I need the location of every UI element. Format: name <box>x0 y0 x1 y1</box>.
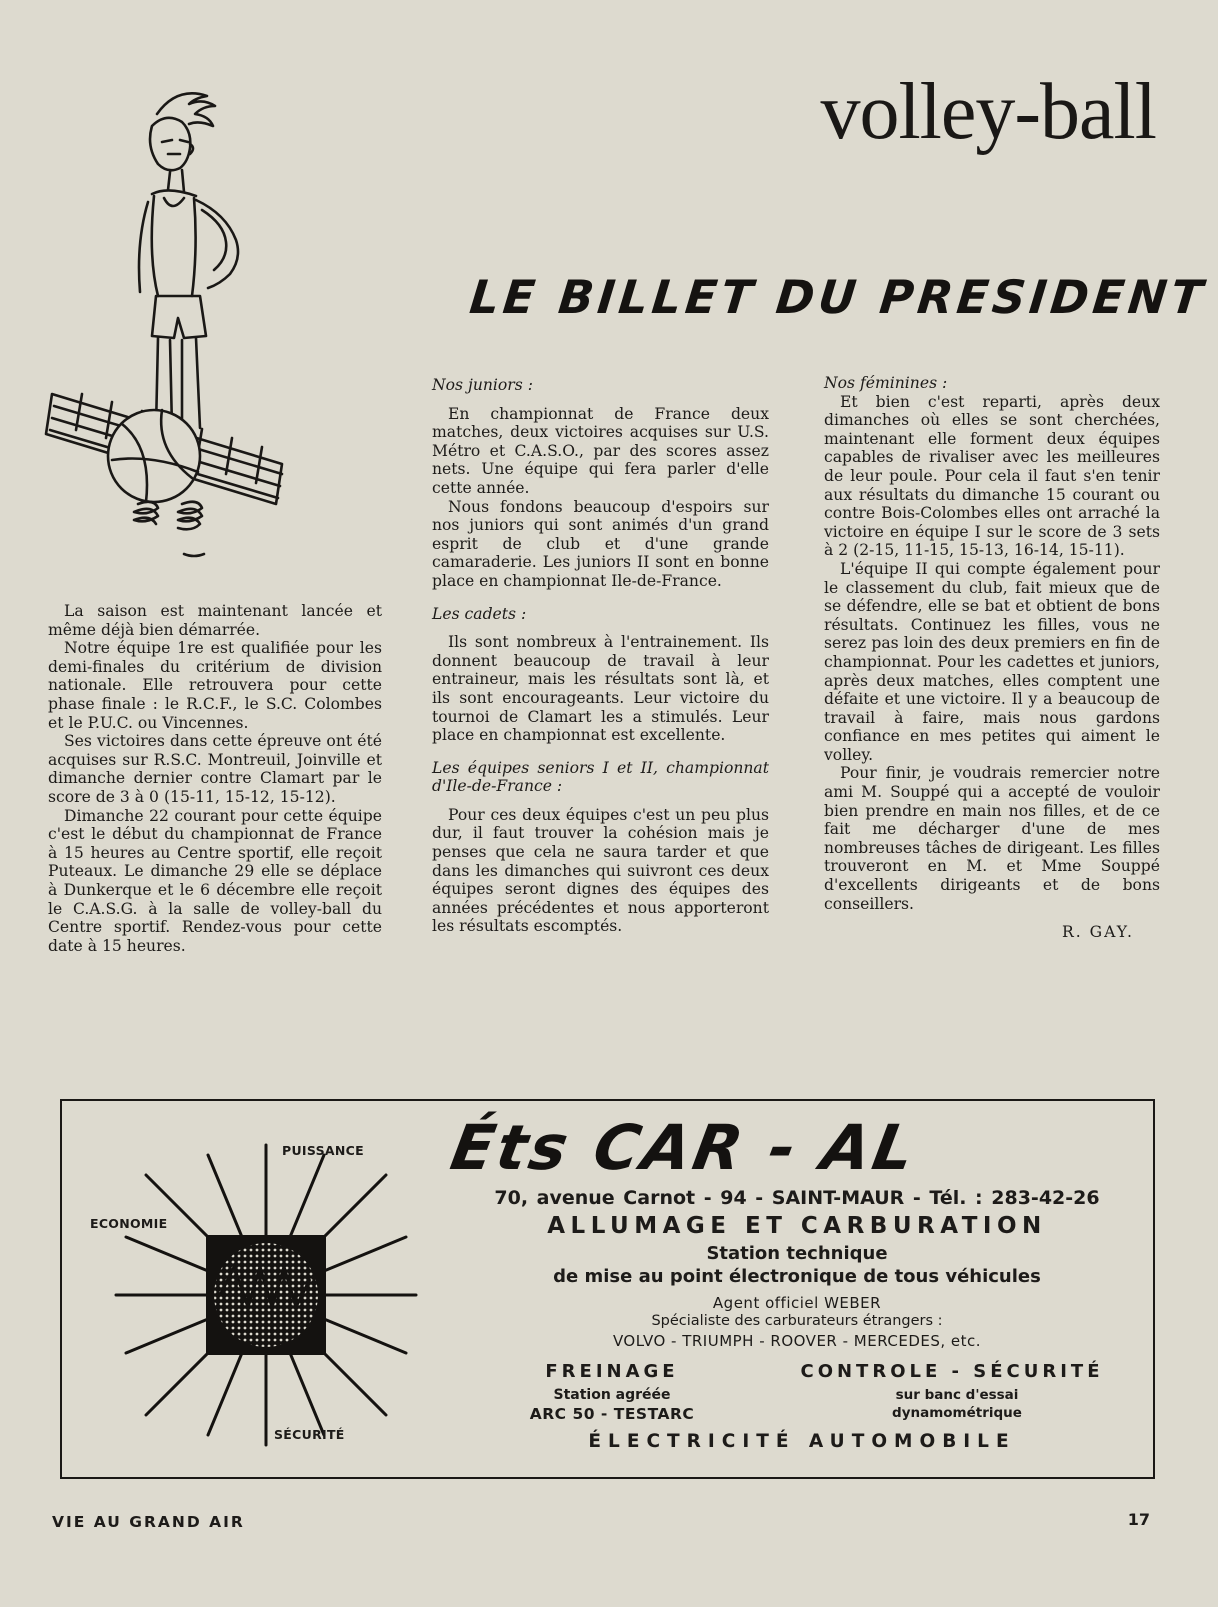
electricite-automobile: ÉLECTRICITÉ AUTOMOBILE <box>588 1431 1016 1452</box>
label-economie: ECONOMIE <box>90 1216 168 1231</box>
article-column-2 <box>432 376 769 936</box>
controle-line2: dynamométrique <box>892 1405 1022 1421</box>
paragraph: Ses victoires dans cette épreuve ont été acquises sur R.S.C. Montreuil, Joinville et dimanche dernier contre Clamart par le score de 3 à 0 (15-11, 15-12, 15-12). <box>48 732 382 806</box>
ad-station-line1: Station technique <box>706 1243 888 1264</box>
page-number: 17 <box>1127 1510 1150 1529</box>
controle-title: CONTROLE - SÉCURITÉ <box>800 1361 1104 1382</box>
juniors-heading: Nos juniors : <box>432 376 533 394</box>
ad-brands: VOLVO - TRIUMPH - ROOVER - MERCEDES, etc. <box>612 1332 982 1350</box>
paragraph: Nous fondons beaucoup d'espoirs sur nos juniors qui sont animés d'un grand esprit de club et d'une grande camaraderie. Les juniors II sont en bonne place en championnat Ile-de-France. <box>432 497 769 590</box>
paragraph: Ils sont nombreux à l'entrainement. Ils donnent beaucoup de travail à leur entraineur, mais les résultats sont là, et ils sont encourageants. Leur victoire du tournoi de Clamart les a stimulés. Leur place en championnat est excellente. <box>432 633 769 745</box>
paragraph: Pour ces deux équipes c'est un peu plus dur, il faut trouver la cohésion mais je penses que cela ne saura tarder et que dans les dimanches qui suivront ces deux équipes seront dignes des équipes des années précédentes et nous apporteront les résultats escomptés. <box>432 805 769 936</box>
paragraph: Notre équipe 1re est qualifiée pour les demi-finales du critérium de division nationale. Elle retrouvera pour cette phase finale : le R.C.F., le S.C. Colombes et le P.U.C. ou Vincennes. <box>48 639 382 732</box>
publication-name: VIE AU GRAND AIR <box>52 1513 245 1531</box>
seniors-heading: Les équipes seniors I et II, championnat d'Ile-de-France : <box>432 758 769 796</box>
article-title: LE BILLET DU PRESIDENT <box>467 270 1210 324</box>
ad-specialist: Spécialiste des carburateurs étrangers : <box>651 1313 943 1329</box>
cadets-heading: Les cadets : <box>432 604 527 623</box>
label-puissance: PUISSANCE <box>282 1143 364 1158</box>
paragraph: Pour finir, je voudrais remercier notre ami M. Souppé qui a accepté de vouloir bien prendre en main nos filles, et de ce fait me décharger d'une de mes nombreuses tâches de dirigeant. Les filles trouveront en M. et Mme Souppé d'excellents dirigeants et de bons conseillers. <box>824 764 1160 913</box>
article-column-3 <box>824 374 1160 942</box>
paragraph: La saison est maintenant lancée et même déjà bien démarrée. <box>48 602 382 639</box>
paragraph: En championnat de France deux matches, deux victoires acquises sur U.S. Métro et C.A.S.O., par des scores assez nets. Une équipe qui fera parler d'elle cette année. <box>432 404 769 497</box>
freinage-line1: Station agréée <box>553 1387 671 1403</box>
paragraph: Et bien c'est reparti, après deux dimanches où elles se sont cherchées, maintenant elle forment deux équipes capables de rivaliser avec les meilleures de leur poule. Pour cela il faut s'en tenir aux résultats du dimanche 15 courant ou contre Bois-Colombes elles ont arraché la victoire en équipe I sur le score de 3 sets à 2 (2-15, 11-15, 15-13, 16-14, 15-11). <box>824 392 1160 560</box>
sunburst-logo-graphic <box>86 1127 446 1467</box>
article-column-1 <box>48 602 382 955</box>
brand-name: Éts CAR - AL <box>445 1111 923 1184</box>
freinage-line2: ARC 50 - TESTARC <box>529 1405 695 1423</box>
label-securite: SÉCURITÉ <box>274 1427 345 1442</box>
advertisement-box <box>60 1099 1155 1479</box>
ad-specialty: ALLUMAGE ET CARBURATION <box>547 1213 1047 1239</box>
paragraph: Dimanche 22 courant pour cette équipe c'est le début du championnat de France à 15 heures au Centre sportif, elle reçoit Puteaux. Le dimanche 29 elle se déplace à Dunkerque et le 6 décembre elle reçoit le C.A.S.G. à la salle de volley-ball du Centre sportif. Rendez-vous pour cette date à 15 heures. <box>48 806 382 955</box>
section-title: volley-ball <box>820 68 1156 156</box>
signature: R. GAY. <box>1062 923 1134 942</box>
controle-line1: sur banc d'essai <box>895 1387 1019 1403</box>
ad-station-line2: de mise au point électronique de tous véhicules <box>553 1266 1041 1287</box>
feminines-heading: Nos féminines : <box>824 374 948 392</box>
ad-address: 70, avenue Carnot - 94 - SAINT-MAUR - Tél. : 283-42-26 <box>494 1187 1100 1209</box>
freinage-title: FREINAGE <box>545 1361 679 1382</box>
paragraph: L'équipe II qui compte également pour le classement du club, fait mieux que de se défendre, elle se bat et obtient de bons résultats. Continuez les filles, vous ne serez pas loin des deux premiers en fin de championnat. Pour les cadettes et juniors, après deux matches, elles comptent une défaite et une victoire. Il y a beaucoup de travail à faire, mais nous gardons confiance en mes petites qui aiment le volley. <box>824 559 1160 764</box>
volleyball-player-illustration <box>42 84 312 574</box>
ad-agent: Agent officiel WEBER <box>712 1294 882 1312</box>
